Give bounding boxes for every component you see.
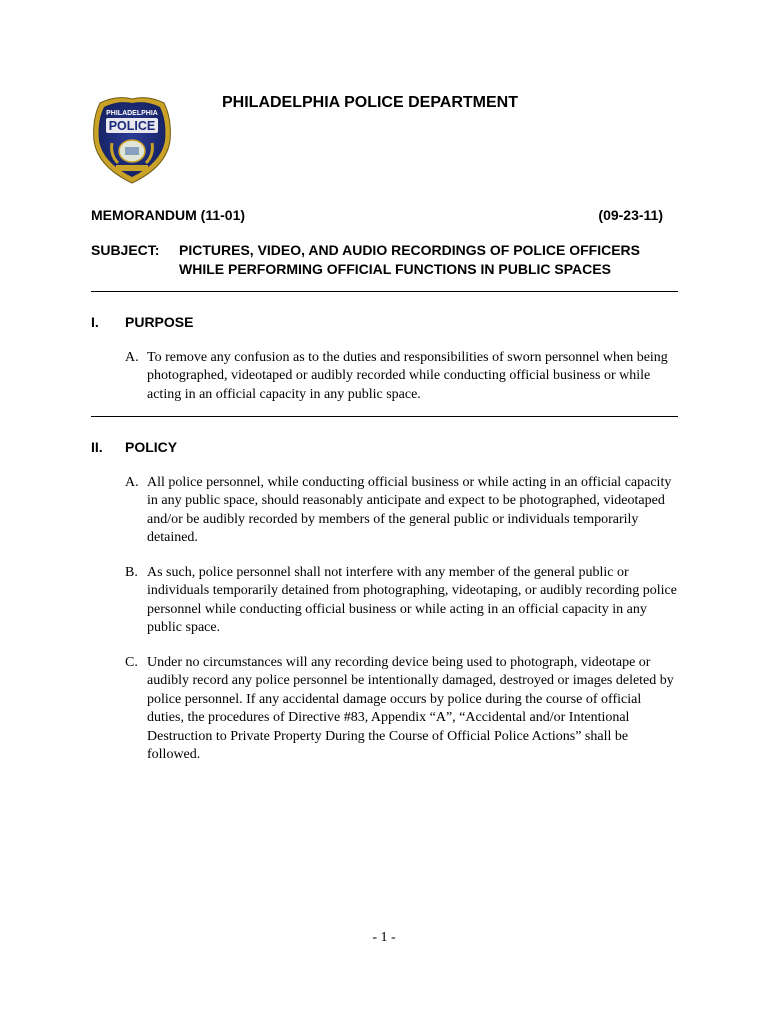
divider-line <box>91 416 678 417</box>
police-badge-logo <box>90 93 174 185</box>
memo-header-line <box>91 207 663 223</box>
badge-top-text: PHILADELPHIA <box>106 110 158 117</box>
page-number: - 1 - <box>372 930 396 945</box>
section-number: I. <box>91 314 99 330</box>
memo-number: MEMORANDUM (11-01) <box>91 207 246 223</box>
subject-line-1: PICTURES, VIDEO, AND AUDIO RECORDINGS OF POLICE OFFICERS <box>179 242 640 258</box>
item-text: As such, police personnel shall not interfere with any member of the general public or individuals temporarily detained from photographing, videotaping, or audibly recording police personnel while conducting official business or while acting in an official capacity in any public space. <box>147 565 677 636</box>
item-letter: A. <box>125 475 139 490</box>
item-text: Under no circumstances will any recording device being used to photograph, videotape or audibly record any police personnel be intentionally damaged, destroyed or images deleted by police personnel. If any accidental damage occurs by police during the course of official duties, the procedures of Directive #83, Appendix “A”, “Accidental and/or Intentional Destruction to Private Property During the Course of Official Police Actions” shall be followed. <box>147 655 674 763</box>
subject-line-2: WHILE PERFORMING OFFICIAL FUNCTIONS IN PUBLIC SPACES <box>179 261 611 277</box>
policy-item-c <box>125 654 680 764</box>
policy-item-b <box>125 564 680 638</box>
subject-label: SUBJECT: <box>91 242 160 258</box>
subject-text <box>179 241 640 279</box>
purpose-item-a <box>125 349 680 404</box>
memo-date: (09-23-11) <box>598 207 663 223</box>
section-title: PURPOSE <box>125 314 194 330</box>
section-number: II. <box>91 439 103 455</box>
item-letter: B. <box>125 565 138 580</box>
item-text: To remove any confusion as to the duties and responsibilities of sworn personnel when being photographed, videotaped or audibly recorded while conducting official business or while acting in an official capacity in any public space. <box>147 350 668 402</box>
section-title: POLICY <box>125 439 178 455</box>
item-letter: C. <box>125 655 138 670</box>
badge-main-text: POLICE <box>108 119 156 133</box>
item-letter: A. <box>125 350 139 365</box>
item-text: All police personnel, while conducting official business or while acting in an official capacity in any public space, should reasonably anticipate and expect to be photographed, videotaped and/or be audibly recorded by members of the general public or individuals temporarily detained. <box>147 475 672 546</box>
policy-item-a <box>125 474 680 548</box>
organization-name: PHILADELPHIA POLICE DEPARTMENT <box>222 94 519 111</box>
divider-line <box>91 291 678 292</box>
